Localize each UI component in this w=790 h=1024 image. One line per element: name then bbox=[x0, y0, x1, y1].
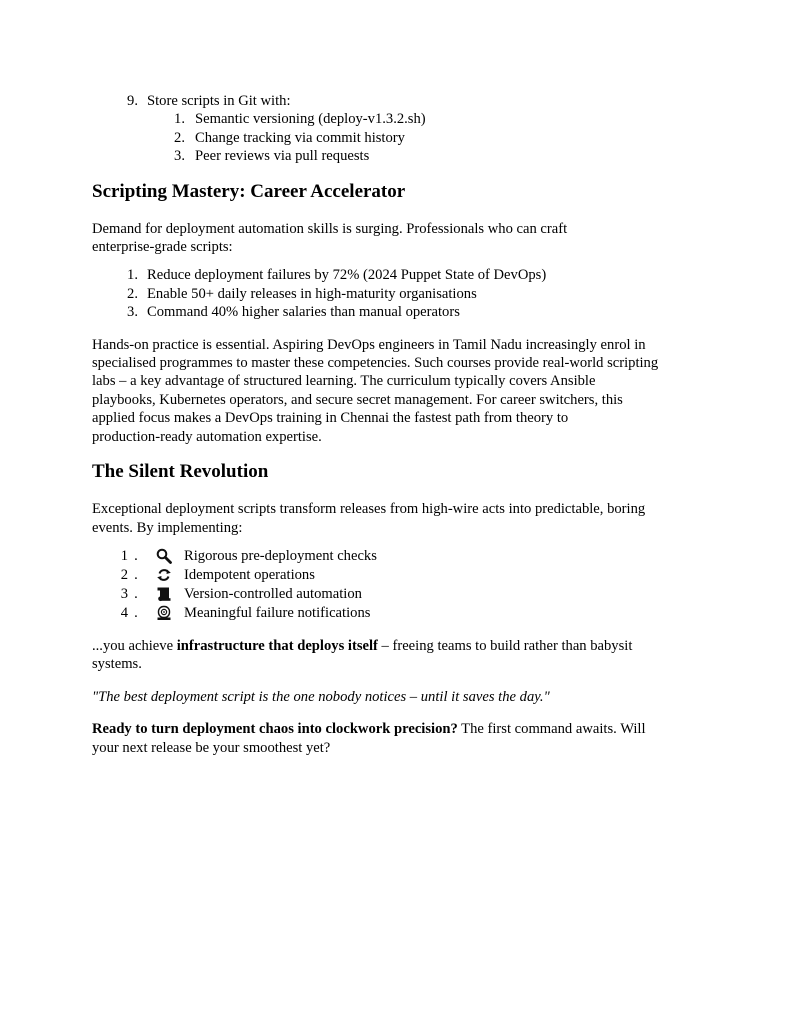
paragraph-line: Hands-on practice is essential. Aspiring DevOps engineers in Tamil Nadu increasingly enrol in bbox=[92, 336, 646, 353]
implementation-list bbox=[92, 547, 702, 623]
list-item bbox=[92, 547, 702, 566]
closing-bold: Ready to turn deployment chaos into clockwork precision? bbox=[92, 721, 458, 738]
paragraph-line: Exceptional deployment scripts transform releases from high-wire acts into predictable, boring bbox=[92, 501, 646, 518]
section-heading-silent-revolution: The Silent Revolution bbox=[92, 461, 269, 483]
paragraph-line: playbooks, Kubernetes operators, and secure secret management. For career switchers, this bbox=[92, 391, 623, 408]
list-item bbox=[92, 303, 702, 321]
list-number: 3 bbox=[120, 586, 128, 603]
paragraph-line: specialised programmes to master these competencies. Such courses provide real-world scripting bbox=[92, 355, 659, 372]
list-number: 1. bbox=[174, 111, 185, 128]
achieve-bold: infrastructure that deploys itself bbox=[176, 637, 378, 654]
list-item-text: Peer reviews via pull requests bbox=[195, 148, 370, 165]
list-item-text: Version-controlled automation bbox=[184, 586, 362, 603]
paragraph-line: applied focus makes a DevOps training in Chennai the fastest path from theory to bbox=[92, 410, 569, 427]
list-item-text: Meaningful failure notifications bbox=[184, 605, 371, 622]
achieve-prefix: ...you achieve bbox=[92, 637, 177, 654]
list-item-text: Reduce deployment failures by 72% (2024 Puppet State of DevOps) bbox=[147, 267, 547, 284]
list-dot: . bbox=[134, 567, 138, 584]
achieve-suffix: – freeing teams to build rather than babysit bbox=[377, 637, 633, 654]
career-list bbox=[92, 266, 702, 321]
list-item bbox=[92, 566, 702, 585]
list-item bbox=[92, 585, 702, 604]
list-dot: . bbox=[134, 586, 138, 603]
list-item bbox=[92, 92, 702, 166]
list-number: 1. bbox=[127, 267, 138, 284]
list-number: 3. bbox=[174, 148, 185, 165]
list-item bbox=[92, 285, 702, 303]
sub-list bbox=[92, 110, 702, 165]
list-item-text: Change tracking via commit history bbox=[195, 129, 405, 146]
list-item-text: Store scripts in Git with: bbox=[147, 93, 291, 109]
top-list bbox=[92, 92, 702, 166]
section-heading-career: Scripting Mastery: Career Accelerator bbox=[92, 180, 406, 202]
list-dot: . bbox=[134, 605, 138, 622]
list-item-text: Command 40% higher salaries than manual operators bbox=[147, 304, 460, 321]
closing-rest: The first command awaits. Will bbox=[457, 721, 646, 738]
silent-intro-paragraph bbox=[92, 500, 702, 537]
sub-list-item bbox=[92, 129, 702, 147]
list-number: 1 bbox=[120, 548, 128, 565]
paragraph-line: production-ready automation expertise. bbox=[92, 428, 322, 445]
alarm-icon bbox=[144, 605, 184, 621]
career-intro-paragraph bbox=[92, 220, 702, 257]
sub-list-item bbox=[92, 147, 702, 165]
list-item-text: Semantic versioning (deploy-v1.3.2.sh) bbox=[195, 111, 426, 128]
paragraph-line bbox=[92, 637, 702, 655]
sub-list-item bbox=[92, 110, 702, 128]
list-item-text: Rigorous pre-deployment checks bbox=[184, 548, 377, 565]
list-dot: . bbox=[134, 548, 138, 565]
paragraph-line bbox=[92, 720, 702, 738]
list-item-text: Idempotent operations bbox=[184, 567, 315, 584]
paragraph-line: labs – a key advantage of structured learning. The curriculum typically covers Ansible bbox=[92, 373, 596, 390]
list-number: 3. bbox=[127, 304, 138, 321]
list-item bbox=[92, 266, 702, 284]
list-number: 4 bbox=[120, 605, 128, 622]
hands-on-paragraph bbox=[92, 336, 702, 446]
achieve-paragraph bbox=[92, 637, 702, 674]
quote: "The best deployment script is the one nobody notices – until it saves the day." bbox=[92, 688, 550, 705]
list-number: 9. bbox=[127, 93, 138, 109]
paragraph-line: systems. bbox=[92, 656, 142, 673]
refresh-icon bbox=[144, 567, 184, 583]
paragraph-line: Demand for deployment automation skills is surging. Professionals who can craft bbox=[92, 220, 568, 237]
paragraph-line: enterprise-grade scripts: bbox=[92, 239, 233, 256]
paragraph-line: your next release be your smoothest yet? bbox=[92, 739, 331, 756]
list-number: 2. bbox=[174, 129, 185, 146]
list-item bbox=[92, 604, 702, 623]
paragraph-line: events. By implementing: bbox=[92, 519, 243, 536]
list-item-text: Enable 50+ daily releases in high-maturity organisations bbox=[147, 285, 477, 302]
closing-paragraph bbox=[92, 720, 702, 757]
scroll-icon bbox=[144, 586, 184, 602]
magnifier-icon bbox=[144, 548, 184, 564]
list-number: 2. bbox=[127, 285, 138, 302]
document-page bbox=[92, 92, 702, 757]
list-number: 2 bbox=[120, 567, 128, 584]
